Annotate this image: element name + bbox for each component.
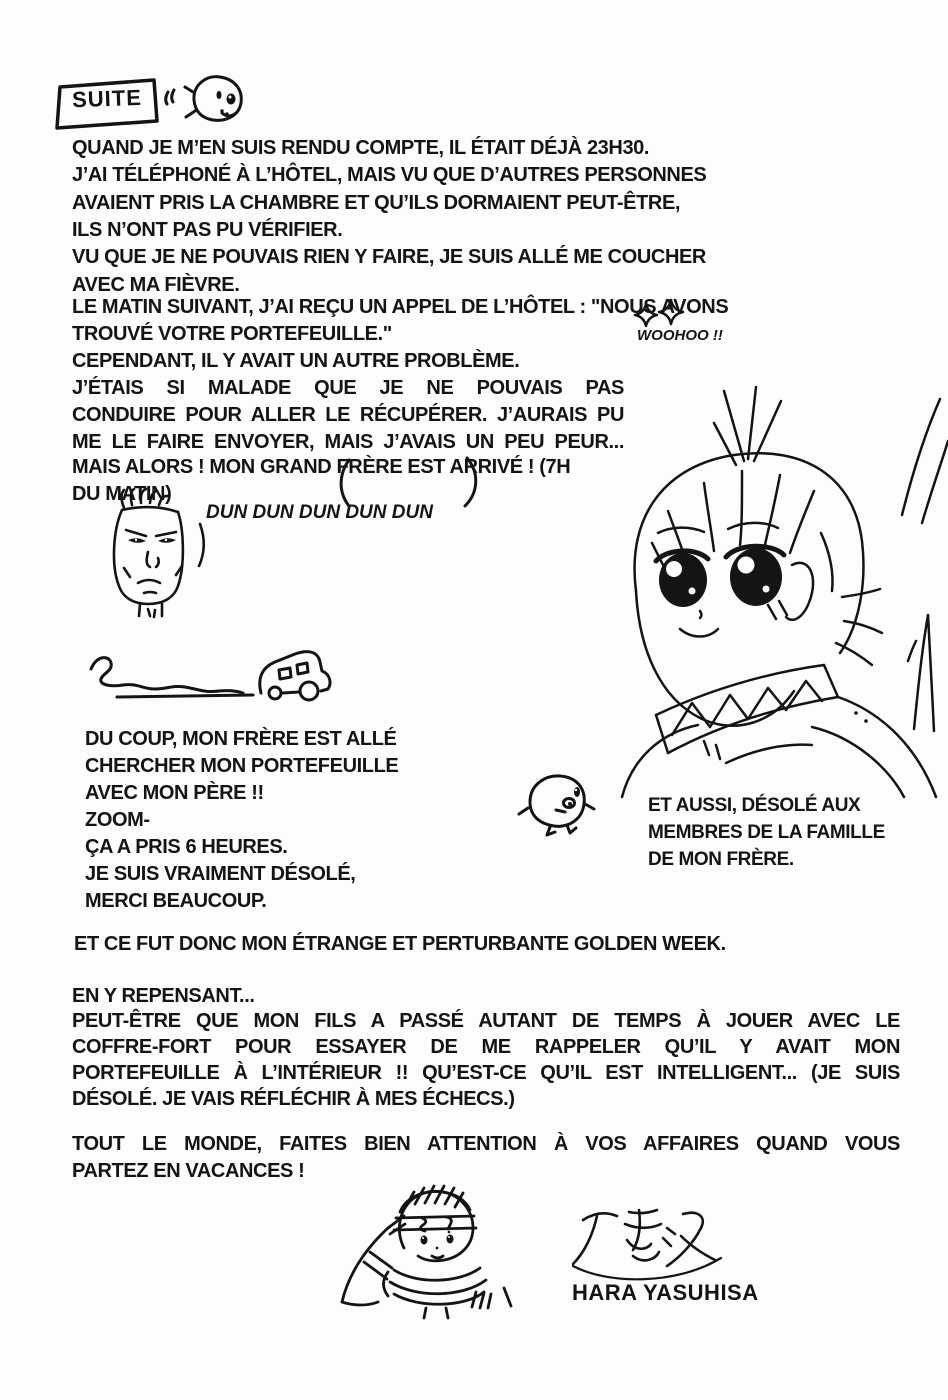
- text-line: AVEC MON PÈRE !!: [85, 782, 264, 804]
- text-line: ÇA A PRIS 6 HEURES.: [85, 836, 288, 858]
- text-line: ME LE FAIRE ENVOYER, MAIS J’AVAIS UN PEU PEUR...: [72, 431, 624, 453]
- text-line: COFFRE-FORT POUR ESSAYER DE ME RAPPELER QU’IL Y AVAIT MON: [72, 1036, 900, 1058]
- piglet-doodle-icon: [160, 70, 250, 128]
- suite-title-box: [55, 78, 159, 130]
- text-line: EN Y REPENSANT...: [72, 985, 255, 1007]
- woohoo-sfx: WOOHOO !!: [637, 327, 723, 344]
- text-line: ILS N’ONT PAS PU VÉRIFIER.: [72, 219, 343, 241]
- text-line: TOUT LE MONDE, FAITES BIEN ATTENTION À VOS AFFAIRES QUAND VOUS: [72, 1133, 900, 1155]
- text-line: TROUVÉ VOTRE PORTEFEUILLE.": [72, 323, 392, 345]
- saluting-author-doodle: [330, 1176, 515, 1318]
- car-doodle: [85, 643, 325, 705]
- text-line: CONDUIRE POUR ALLER LE RÉCUPÉRER. J’AURAIS PU: [72, 404, 624, 426]
- child-portrait-illustration: [616, 383, 948, 797]
- text-line: MEMBRES DE LA FAMILLE: [648, 822, 885, 843]
- text-line: MERCI BEAUCOUP.: [85, 890, 267, 912]
- stern-face-doodle: [98, 488, 210, 616]
- text-line: MAIS ALORS ! MON GRAND FRÈRE EST ARRIVÉ ! (7H: [72, 456, 571, 478]
- text-line: DÉSOLÉ. JE VAIS RÉFLÉCHIR À MES ÉCHECS.): [72, 1088, 515, 1110]
- text-line: DE MON FRÈRE.: [648, 849, 794, 870]
- text-line: CHERCHER MON PORTEFEUILLE: [85, 755, 399, 777]
- text-line: ET CE FUT DONC MON ÉTRANGE ET PERTURBANTE GOLDEN WEEK.: [74, 933, 726, 955]
- text-line: VU QUE JE NE POUVAIS RIEN Y FAIRE, JE SUIS ALLÉ ME COUCHER: [72, 246, 706, 268]
- text-line: JE SUIS VRAIMENT DÉSOLÉ,: [85, 863, 356, 885]
- handwritten-signature: [563, 1200, 731, 1288]
- suite-title: SUITE: [71, 84, 143, 113]
- text-line: J’ÉTAIS SI MALADE QUE JE NE POUVAIS PAS: [72, 377, 624, 399]
- text-line: QUAND JE M’EN SUIS RENDU COMPTE, IL ÉTAIT DÉJÀ 23H30.: [72, 137, 650, 159]
- text-line: PEUT-ÊTRE QUE MON FILS A PASSÉ AUTANT DE TEMPS À JOUER AVEC LE: [72, 1010, 900, 1032]
- text-line: PORTEFEUILLE À L’INTÉRIEUR !! QU’EST-CE QU’IL EST INTELLIGENT... (JE SUIS: [72, 1062, 900, 1084]
- text-line: DU MATIN): [72, 483, 172, 505]
- text-line: PARTEZ EN VACANCES !: [72, 1160, 305, 1182]
- text-line: AVEC MA FIÈVRE.: [72, 274, 240, 296]
- text-line: J’AI TÉLÉPHONÉ À L’HÔTEL, MAIS VU QUE D’AUTRES PERSONNES: [72, 164, 707, 186]
- text-line: ET AUSSI, DÉSOLÉ AUX: [648, 795, 861, 816]
- chick-blob-doodle-icon: [518, 770, 594, 834]
- author-name: HARA YASUHISA: [572, 1280, 759, 1305]
- text-line: LE MATIN SUIVANT, J’AI REÇU UN APPEL DE L’HÔTEL : "NOUS AVONS: [72, 296, 729, 318]
- dun-sfx: DUN DUN DUN DUN DUN: [206, 502, 433, 523]
- text-line: CEPENDANT, IL Y AVAIT UN AUTRE PROBLÈME.: [72, 350, 520, 372]
- text-line: DU COUP, MON FRÈRE EST ALLÉ: [85, 728, 397, 750]
- text-line: ZOOM-: [85, 809, 150, 831]
- text-line: AVAIENT PRIS LA CHAMBRE ET QU’ILS DORMAIENT PEUT-ÊTRE,: [72, 192, 681, 214]
